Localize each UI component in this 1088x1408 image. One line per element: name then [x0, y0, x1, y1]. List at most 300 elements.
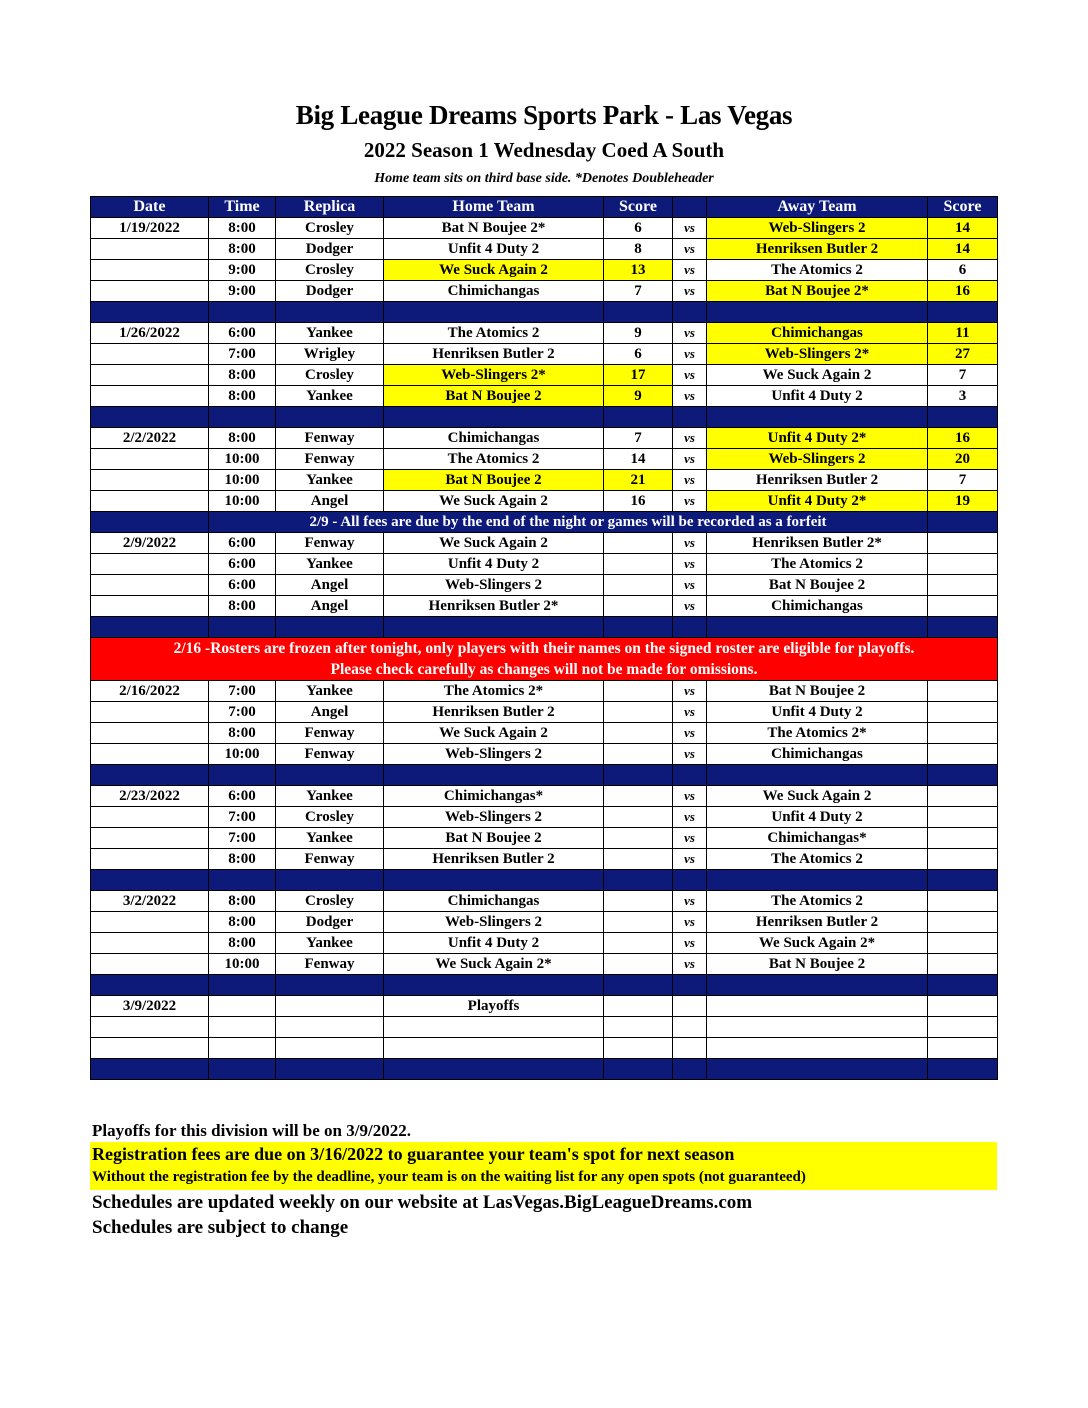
separator-cell — [384, 617, 604, 638]
home-team: Unfit 4 Duty 2 — [384, 933, 604, 954]
vs-label: vs — [673, 491, 707, 512]
col-home-team: Home Team — [384, 197, 604, 218]
page-subtitle: 2022 Season 1 Wednesday Coed A South — [363, 138, 725, 162]
away-score — [928, 681, 998, 702]
game-date: 1/26/2022 — [91, 323, 209, 344]
away-team: Bat N Boujee 2 — [707, 681, 928, 702]
home-score — [604, 786, 673, 807]
home-score — [604, 744, 673, 765]
home-score — [604, 702, 673, 723]
empty-cell — [209, 1038, 276, 1059]
home-team: Chimichangas — [384, 281, 604, 302]
game-row — [91, 744, 998, 765]
game-date — [91, 344, 209, 365]
notice-blank — [91, 512, 209, 533]
game-row — [91, 470, 998, 491]
home-team: Web-Slingers 2 — [384, 575, 604, 596]
empty-cell — [384, 1017, 604, 1038]
game-row — [91, 575, 998, 596]
game-row — [91, 849, 998, 870]
fees-notice: 2/9 - All fees are due by the end of the night or games will be recorded as a forfeit — [209, 512, 928, 533]
home-score: 8 — [604, 239, 673, 260]
away-score — [928, 533, 998, 554]
empty-cell — [928, 1017, 998, 1038]
separator-cell — [91, 765, 209, 786]
separator-cell — [209, 975, 276, 996]
vs-label: vs — [673, 365, 707, 386]
game-replica: Angel — [276, 702, 384, 723]
doubleheader-note: Home team sits on third base side. *Denotes Doubleheader — [374, 171, 714, 186]
separator-cell — [673, 617, 707, 638]
empty-cell — [384, 1038, 604, 1059]
away-team: Bat N Boujee 2* — [707, 281, 928, 302]
game-time: 7:00 — [209, 702, 276, 723]
separator-cell — [673, 1059, 707, 1080]
game-date — [91, 723, 209, 744]
vs-label: vs — [673, 323, 707, 344]
vs-label: vs — [673, 344, 707, 365]
home-team: Unfit 4 Duty 2 — [384, 554, 604, 575]
registration-subnote: Without the registration fee by the deadline, your team is on the waiting list for any open spots (not guaranteed) — [92, 1169, 806, 1185]
home-team: Henriksen Butler 2 — [384, 702, 604, 723]
game-row — [91, 912, 998, 933]
separator-cell — [604, 975, 673, 996]
game-replica: Angel — [276, 596, 384, 617]
away-team: Unfit 4 Duty 2 — [707, 386, 928, 407]
game-time: 6:00 — [209, 323, 276, 344]
game-date — [91, 491, 209, 512]
game-date: 2/16/2022 — [91, 681, 209, 702]
separator-cell — [928, 1059, 998, 1080]
page-title: Big League Dreams Sports Park - Las Vegas — [295, 100, 793, 130]
away-team: The Atomics 2* — [707, 723, 928, 744]
game-date — [91, 386, 209, 407]
away-team: Web-Slingers 2 — [707, 218, 928, 239]
separator-cell — [384, 870, 604, 891]
away-team: Unfit 4 Duty 2 — [707, 702, 928, 723]
away-score: 11 — [928, 323, 998, 344]
home-team: Bat N Boujee 2* — [384, 218, 604, 239]
home-score — [604, 849, 673, 870]
game-replica: Yankee — [276, 470, 384, 491]
separator-cell — [276, 765, 384, 786]
away-team: Henriksen Butler 2 — [707, 239, 928, 260]
away-team: Unfit 4 Duty 2* — [707, 491, 928, 512]
home-score — [604, 954, 673, 975]
col-away-team: Away Team — [707, 197, 928, 218]
game-date: 2/2/2022 — [91, 428, 209, 449]
vs-label: vs — [673, 786, 707, 807]
home-team: Web-Slingers 2 — [384, 807, 604, 828]
away-team: The Atomics 2 — [707, 891, 928, 912]
game-row — [91, 428, 998, 449]
game-replica: Yankee — [276, 933, 384, 954]
vs-label: vs — [673, 575, 707, 596]
playoffs-row — [91, 996, 998, 1017]
game-row — [91, 323, 998, 344]
game-replica: Yankee — [276, 828, 384, 849]
game-time: 7:00 — [209, 828, 276, 849]
schedule-table — [90, 196, 998, 1080]
home-team: We Suck Again 2 — [384, 260, 604, 281]
home-team: Henriksen Butler 2 — [384, 344, 604, 365]
away-score — [928, 575, 998, 596]
separator-cell — [928, 870, 998, 891]
game-replica: Crosley — [276, 807, 384, 828]
game-row — [91, 681, 998, 702]
game-date — [91, 849, 209, 870]
home-team: Chimichangas — [384, 891, 604, 912]
separator-row — [91, 1059, 998, 1080]
game-replica: Angel — [276, 491, 384, 512]
game-time: 6:00 — [209, 575, 276, 596]
separator-cell — [604, 302, 673, 323]
home-score: 16 — [604, 491, 673, 512]
game-replica: Wrigley — [276, 344, 384, 365]
separator-cell — [928, 617, 998, 638]
away-team: Henriksen Butler 2* — [707, 533, 928, 554]
game-time: 8:00 — [209, 239, 276, 260]
empty-row — [91, 1017, 998, 1038]
game-row — [91, 954, 998, 975]
away-score — [928, 554, 998, 575]
home-team: The Atomics 2 — [384, 449, 604, 470]
game-replica: Yankee — [276, 386, 384, 407]
away-score: 6 — [928, 260, 998, 281]
empty-cell — [673, 996, 707, 1017]
away-team: The Atomics 2 — [707, 849, 928, 870]
vs-label: vs — [673, 828, 707, 849]
vs-label: vs — [673, 281, 707, 302]
playoffs-note: Playoffs for this division will be on 3/9/2022. — [92, 1121, 411, 1140]
empty-cell — [276, 1017, 384, 1038]
game-row — [91, 239, 998, 260]
home-score — [604, 807, 673, 828]
col-away-score: Score — [928, 197, 998, 218]
separator-row — [91, 975, 998, 996]
playoffs-label: Playoffs — [384, 996, 604, 1017]
away-team: Web-Slingers 2* — [707, 344, 928, 365]
home-team: Henriksen Butler 2 — [384, 849, 604, 870]
separator-cell — [384, 302, 604, 323]
empty-cell — [91, 1038, 209, 1059]
roster-notice-line2: Please check carefully as changes will not be made for omissions. — [330, 661, 758, 678]
game-replica: Dodger — [276, 239, 384, 260]
separator-cell — [707, 617, 928, 638]
separator-cell — [209, 1059, 276, 1080]
game-replica: Fenway — [276, 954, 384, 975]
game-date — [91, 702, 209, 723]
fees-notice-row — [91, 512, 998, 533]
game-time: 10:00 — [209, 470, 276, 491]
separator-cell — [604, 870, 673, 891]
game-row — [91, 344, 998, 365]
empty-cell — [604, 1038, 673, 1059]
game-replica: Yankee — [276, 786, 384, 807]
game-time: 6:00 — [209, 554, 276, 575]
game-replica: Fenway — [276, 849, 384, 870]
separator-cell — [91, 1059, 209, 1080]
away-score — [928, 954, 998, 975]
separator-cell — [384, 407, 604, 428]
away-team: Henriksen Butler 2 — [707, 470, 928, 491]
game-row — [91, 281, 998, 302]
col-vs — [673, 197, 707, 218]
game-date: 2/9/2022 — [91, 533, 209, 554]
empty-cell — [707, 1017, 928, 1038]
game-replica: Fenway — [276, 723, 384, 744]
home-team: Henriksen Butler 2* — [384, 596, 604, 617]
game-date: 2/23/2022 — [91, 786, 209, 807]
game-time: 8:00 — [209, 891, 276, 912]
vs-label: vs — [673, 849, 707, 870]
separator-row — [91, 765, 998, 786]
game-date — [91, 260, 209, 281]
separator-cell — [276, 1059, 384, 1080]
vs-label: vs — [673, 554, 707, 575]
home-score: 13 — [604, 260, 673, 281]
away-score: 16 — [928, 281, 998, 302]
game-time: 10:00 — [209, 449, 276, 470]
game-row — [91, 702, 998, 723]
separator-cell — [673, 407, 707, 428]
home-team: Chimichangas — [384, 428, 604, 449]
home-team: Bat N Boujee 2 — [384, 828, 604, 849]
game-row — [91, 786, 998, 807]
home-score — [604, 891, 673, 912]
empty-cell — [209, 1017, 276, 1038]
empty-cell — [928, 1038, 998, 1059]
separator-cell — [928, 975, 998, 996]
game-time: 8:00 — [209, 849, 276, 870]
away-score: 14 — [928, 218, 998, 239]
empty-cell — [276, 996, 384, 1017]
home-score — [604, 575, 673, 596]
game-time: 8:00 — [209, 428, 276, 449]
vs-label: vs — [673, 744, 707, 765]
away-score — [928, 912, 998, 933]
separator-cell — [91, 870, 209, 891]
away-team: Unfit 4 Duty 2* — [707, 428, 928, 449]
game-replica: Fenway — [276, 533, 384, 554]
game-date: 1/19/2022 — [91, 218, 209, 239]
separator-cell — [91, 407, 209, 428]
separator-cell — [209, 617, 276, 638]
game-time: 10:00 — [209, 954, 276, 975]
away-team: Chimichangas* — [707, 828, 928, 849]
game-date — [91, 470, 209, 491]
game-date — [91, 954, 209, 975]
home-score: 17 — [604, 365, 673, 386]
away-team: Chimichangas — [707, 596, 928, 617]
game-row — [91, 554, 998, 575]
website-note: Schedules are updated weekly on our website at LasVegas.BigLeagueDreams.com — [92, 1192, 753, 1213]
separator-row — [91, 870, 998, 891]
empty-cell — [604, 1017, 673, 1038]
home-team: Chimichangas* — [384, 786, 604, 807]
game-date — [91, 575, 209, 596]
separator-row — [91, 617, 998, 638]
game-date — [91, 807, 209, 828]
game-row — [91, 933, 998, 954]
away-team: Chimichangas — [707, 323, 928, 344]
separator-cell — [707, 407, 928, 428]
home-team: We Suck Again 2 — [384, 491, 604, 512]
home-team: Web-Slingers 2 — [384, 912, 604, 933]
away-team: Web-Slingers 2 — [707, 449, 928, 470]
game-date — [91, 933, 209, 954]
home-score — [604, 912, 673, 933]
home-team: We Suck Again 2* — [384, 954, 604, 975]
away-team: Henriksen Butler 2 — [707, 912, 928, 933]
game-row — [91, 596, 998, 617]
home-score: 6 — [604, 344, 673, 365]
vs-label: vs — [673, 681, 707, 702]
col-date: Date — [91, 197, 209, 218]
game-time: 8:00 — [209, 218, 276, 239]
home-score: 7 — [604, 428, 673, 449]
home-score: 14 — [604, 449, 673, 470]
vs-label: vs — [673, 723, 707, 744]
vs-label: vs — [673, 218, 707, 239]
away-score — [928, 807, 998, 828]
game-time: 9:00 — [209, 260, 276, 281]
away-team: We Suck Again 2* — [707, 933, 928, 954]
separator-cell — [276, 617, 384, 638]
vs-label: vs — [673, 386, 707, 407]
game-time: 8:00 — [209, 912, 276, 933]
game-time: 10:00 — [209, 744, 276, 765]
game-row — [91, 807, 998, 828]
game-row — [91, 891, 998, 912]
game-time: 10:00 — [209, 491, 276, 512]
game-date — [91, 239, 209, 260]
game-time: 6:00 — [209, 533, 276, 554]
vs-label: vs — [673, 428, 707, 449]
notice-blank — [928, 512, 998, 533]
away-score — [928, 786, 998, 807]
game-replica: Crosley — [276, 260, 384, 281]
separator-cell — [91, 302, 209, 323]
game-time: 8:00 — [209, 723, 276, 744]
home-score: 7 — [604, 281, 673, 302]
home-team: Unfit 4 Duty 2 — [384, 239, 604, 260]
separator-cell — [604, 407, 673, 428]
away-score: 27 — [928, 344, 998, 365]
game-time: 8:00 — [209, 365, 276, 386]
separator-cell — [673, 302, 707, 323]
home-score: 9 — [604, 386, 673, 407]
separator-cell — [673, 765, 707, 786]
playoffs-date: 3/9/2022 — [91, 996, 209, 1017]
away-score: 7 — [928, 470, 998, 491]
game-date — [91, 554, 209, 575]
game-replica: Crosley — [276, 891, 384, 912]
roster-notice-line1: 2/16 -Rosters are frozen after tonight, only players with their names on the signed roster are eligible for playoffs. — [173, 640, 915, 657]
separator-cell — [209, 870, 276, 891]
game-date: 3/2/2022 — [91, 891, 209, 912]
away-score — [928, 723, 998, 744]
away-team: We Suck Again 2 — [707, 786, 928, 807]
separator-cell — [707, 302, 928, 323]
home-score — [604, 533, 673, 554]
away-score — [928, 596, 998, 617]
header-row — [91, 197, 998, 218]
game-date — [91, 828, 209, 849]
game-row — [91, 386, 998, 407]
separator-cell — [384, 975, 604, 996]
separator-cell — [604, 617, 673, 638]
vs-label: vs — [673, 807, 707, 828]
game-replica: Fenway — [276, 744, 384, 765]
game-time: 6:00 — [209, 786, 276, 807]
away-team: We Suck Again 2 — [707, 365, 928, 386]
separator-row — [91, 407, 998, 428]
separator-cell — [276, 870, 384, 891]
game-row — [91, 218, 998, 239]
registration-note: Registration fees are due on 3/16/2022 to guarantee your team's spot for next season — [92, 1144, 735, 1164]
separator-cell — [707, 975, 928, 996]
separator-cell — [604, 765, 673, 786]
away-score: 20 — [928, 449, 998, 470]
home-score — [604, 723, 673, 744]
game-date — [91, 744, 209, 765]
away-team: Chimichangas — [707, 744, 928, 765]
col-home-score: Score — [604, 197, 673, 218]
game-row — [91, 449, 998, 470]
game-row — [91, 723, 998, 744]
empty-cell — [209, 996, 276, 1017]
separator-cell — [707, 1059, 928, 1080]
game-replica: Crosley — [276, 218, 384, 239]
vs-label: vs — [673, 912, 707, 933]
vs-label: vs — [673, 702, 707, 723]
home-team: Bat N Boujee 2 — [384, 470, 604, 491]
vs-label: vs — [673, 891, 707, 912]
separator-cell — [928, 302, 998, 323]
away-score: 7 — [928, 365, 998, 386]
separator-cell — [673, 975, 707, 996]
away-score — [928, 828, 998, 849]
away-team: Unfit 4 Duty 2 — [707, 807, 928, 828]
game-replica: Dodger — [276, 912, 384, 933]
home-score — [604, 681, 673, 702]
empty-cell — [673, 1038, 707, 1059]
separator-cell — [384, 1059, 604, 1080]
separator-cell — [276, 975, 384, 996]
game-date — [91, 912, 209, 933]
vs-label: vs — [673, 533, 707, 554]
away-team: The Atomics 2 — [707, 554, 928, 575]
vs-label: vs — [673, 239, 707, 260]
home-team: Web-Slingers 2 — [384, 744, 604, 765]
empty-cell — [707, 1038, 928, 1059]
home-score: 21 — [604, 470, 673, 491]
separator-cell — [384, 765, 604, 786]
separator-cell — [209, 765, 276, 786]
home-team: We Suck Again 2 — [384, 723, 604, 744]
home-team: The Atomics 2 — [384, 323, 604, 344]
game-time: 8:00 — [209, 933, 276, 954]
empty-cell — [604, 996, 673, 1017]
home-score: 6 — [604, 218, 673, 239]
game-time: 7:00 — [209, 807, 276, 828]
roster-notice-row — [91, 638, 998, 681]
subject-to-change-note: Schedules are subject to change — [92, 1217, 349, 1238]
separator-cell — [276, 407, 384, 428]
game-replica: Fenway — [276, 428, 384, 449]
game-replica: Yankee — [276, 323, 384, 344]
